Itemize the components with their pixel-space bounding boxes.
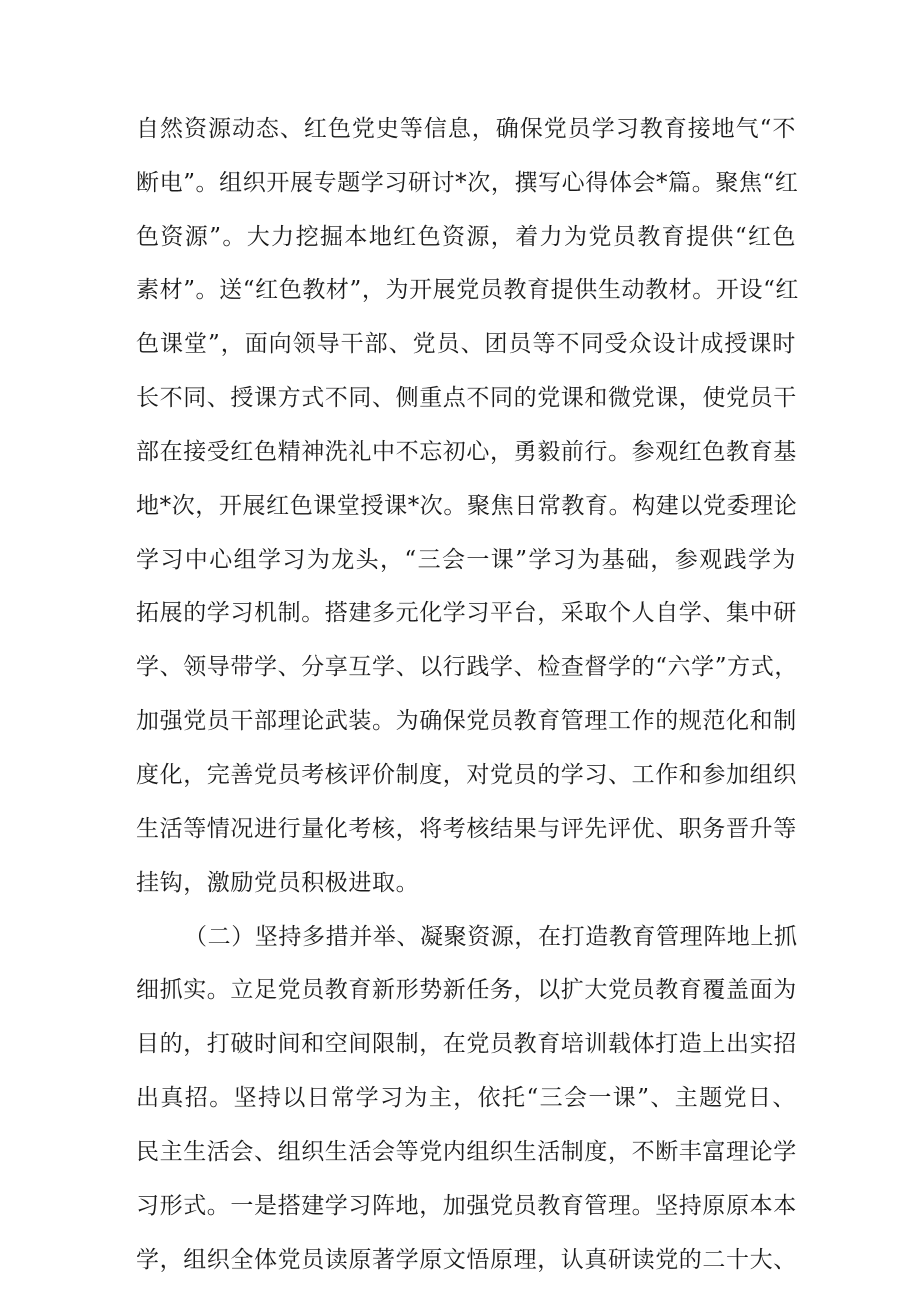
text-line: 色资源”。大力挖掘本地红色资源，着力为党员教育提供“红色: [136, 224, 796, 250]
text-line: 长不同、授课方式不同、侧重点不同的党课和微党课，使党员干: [136, 385, 797, 411]
section-heading: （二）坚持多措并举、凝聚资源，在打造教育管理阵地上抓: [184, 924, 798, 950]
text-line: 目的，打破时间和空间限制，在党员教育培训载体打造上出实招: [136, 1031, 797, 1057]
text-line: 民主生活会、组织生活会等党内组织生活制度，不断丰富理论学: [136, 1139, 797, 1165]
text-line: 习形式。一是搭建学习阵地，加强党员教育管理。坚持原原本本: [136, 1193, 797, 1219]
text-line: 部在接受红色精神洗礼中不忘初心，勇毅前行。参观红色教育基: [136, 439, 797, 465]
text-line: 加强党员干部理论武装。为确保党员教育管理工作的规范化和制: [136, 708, 797, 734]
text-line: 自然资源动态、红色党史等信息，确保党员学习教育接地气“不: [136, 116, 796, 142]
text-line: 学、领导带学、分享互学、以行践学、检查督学的“六学”方式，: [136, 654, 798, 680]
text-line: 色课堂”，面向领导干部、党员、团员等不同受众设计成授课时: [136, 331, 796, 357]
text-line: 地*次，开展红色课堂授课*次。聚焦日常教育。构建以党委理论: [136, 493, 798, 519]
text-line: 学，组织全体党员读原著学原文悟原理，认真研读党的二十大、: [136, 1247, 797, 1273]
text-line: 度化，完善党员考核评价制度，对党员的学习、工作和参加组织: [136, 762, 797, 788]
text-line: 生活等情况进行量化考核，将考核结果与评先评优、职务晋升等: [136, 816, 797, 842]
text-line: 学习中心组学习为龙头，“三会一课”学习为基础，参观践学为: [136, 547, 796, 573]
text-line: 拓展的学习机制。搭建多元化学习平台，采取个人自学、集中研: [136, 600, 797, 626]
text-line: 挂钩，激励党员积极进取。: [136, 870, 420, 896]
text-line: 细抓实。立足党员教育新形势新任务，以扩大党员教育覆盖面为: [136, 977, 797, 1003]
text-line: 素材”。送“红色教材”，为开展党员教育提供生动教材。开设“红: [136, 277, 800, 303]
text-line: 断电”。组织开展专题学习研讨*次，撰写心得体会*篇。聚焦“红: [136, 170, 799, 196]
text-line: 出真招。坚持以日常学习为主，依托“三会一课”、主题党日、: [136, 1085, 796, 1111]
